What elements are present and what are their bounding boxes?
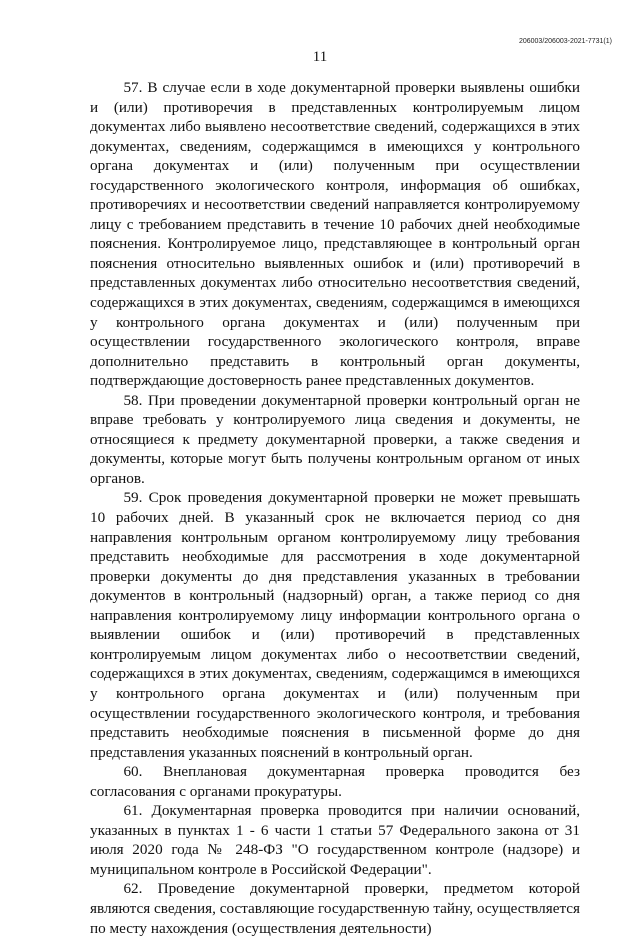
paragraph-57: 57. В случае если в ходе документарной проверки выявлены ошибки и (или) противоречия в представленных контролируемым лицом документах либо выявлено несоответствие сведений, содержащихся в этих документах, сведениям, содержащимся в имеющихся у контрольного органа документах и (или) полученным при осуществлении государственного экологического контроля, информация об ошибках, противоречиях и несоответствии сведений направляется контролируемому лицу с требованием представить в течение 10 рабочих дней необходимые пояснения. Контролируемое лицо, представляющее в контрольный орган пояснения относительно выявленных ошибок и (или) противоречий в представленных документах либо относительно несоответствия сведений, содержащихся в этих документах, сведениям, содержащимся в имеющихся у контрольного органа документах и (или) полученным при осуществлении государственного экологического контроля, вправе дополнительно представить в контрольный орган документы, подтверждающие достоверность ранее представленных документов.: [90, 79, 580, 390]
page-number: 11: [312, 49, 328, 65]
paragraph-61: 61. Документарная проверка проводится при наличии оснований, указанных в пунктах 1 - 6 части 1 статьи 57 Федерального закона от 31 июля 2020 года № 248-ФЗ "О государственном контроле (надзоре) и муниципальном контроле в Российской Федерации".: [90, 802, 580, 878]
paragraph-59: 59. Срок проведения документарной проверки не может превышать 10 рабочих дней. В указанный срок не включается период со дня направления контрольным органом контролируемому лицу требования представить необходимые для рассмотрения в ходе документарной проверки документы до дня представления указанных в требовании документов в контрольный (надзорный) орган, а также период со дня направления контролируемому лицу информации контрольного органа о выявлении ошибок и (или) противоречий в представленных контролируемым лицом документах либо о несоответствии сведений, содержащихся в этих документах, сведениям, содержащимся в имеющихся у контрольного органа документах и (или) полученным при осуществлении государственного экологического контроля, и требования представить необходимые пояснения в письменной форме до дня представления указанных пояснений в контрольный орган.: [90, 489, 580, 761]
body-text: [90, 78, 580, 938]
paragraph-58: 58. При проведении документарной проверки контрольный орган не вправе требовать у контролируемого лица сведения и документы, не относящиеся к предмету документарной проверки, а также сведения и документы, которые могут быть получены контрольным органом от иных органов.: [90, 391, 580, 487]
document-id: 206003/206003-2021-7731(1): [518, 38, 612, 45]
paragraph-60: 60. Внеплановая документарная проверка проводится без согласования с органами прокуратуры.: [90, 763, 580, 800]
paragraph-62: 62. Проведение документарной проверки, предметом которой являются сведения, составляющие государственную тайну, осуществляется по месту нахождения (осуществления деятельности): [90, 880, 580, 937]
